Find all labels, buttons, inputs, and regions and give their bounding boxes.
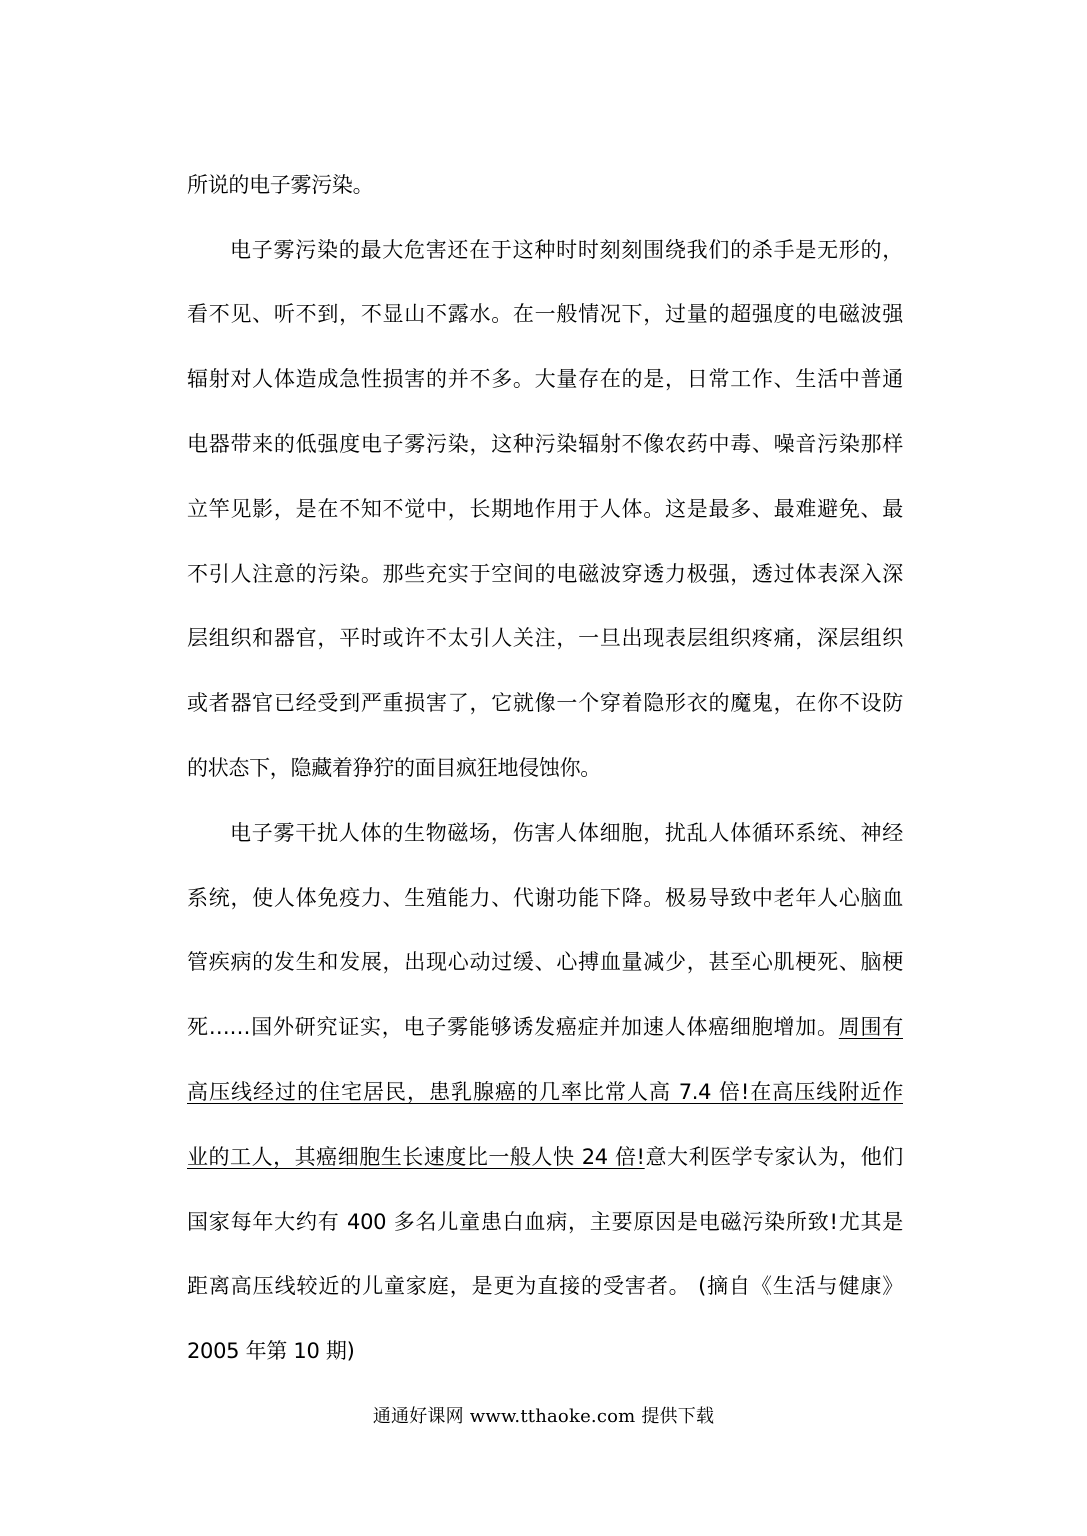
text-line-12: 系统，使人体免疫力、生殖能力、代谢功能下降。极易导致中老年人心脑血 [187, 886, 903, 910]
text-line-15 [187, 1077, 903, 1107]
text-line-10: 的状态下，隐藏着狰狞的面目疯狂地侵蚀你。 [187, 756, 601, 780]
text-line-8: 层组织和器官，平时或许不太引人关注，一旦出现表层组织疼痛，深层组织 [187, 626, 903, 650]
text-line-7: 不引人注意的污染。那些充实于空间的电磁波穿透力极强，透过体表深入深 [187, 562, 903, 586]
text-line-5: 电器带来的低强度电子雾污染，这种污染辐射不像农药中毒、噪音污染那样 [187, 432, 903, 456]
text-line-9: 或者器官已经受到严重损害了，它就像一个穿着隐形衣的魔鬼，在你不设防 [187, 691, 903, 715]
text-line-1: 所说的电子雾污染。 [187, 173, 374, 197]
text-line-3: 看不见、听不到，不显山不露水。在一般情况下，过量的超强度的电磁波强 [187, 302, 903, 326]
underlined-text: 高压线经过的住宅居民，患乳腺癌的几率比常人高 7.4 倍!在高压线附近作 [187, 1080, 903, 1104]
text-line-13: 管疾病的发生和发展，出现心动过缓、心搏血量减少，甚至心肌梗死、脑梗 [187, 950, 903, 974]
text-line-17: 国家每年大约有 400 多名儿童患白血病，主要原因是电磁污染所致!尤其是 [187, 1210, 903, 1234]
page-footer: 通通好课网 www.tthaoke.com 提供下载 [372, 1406, 715, 1427]
text-line-11: 电子雾干扰人体的生物磁场，伤害人体细胞，扰乱人体循环系统、神经 [230, 821, 903, 845]
text-line-4: 辐射对人体造成急性损害的并不多。大量存在的是，日常工作、生活中普通 [187, 367, 903, 391]
text-line-16 [187, 1142, 903, 1172]
text-segment: 意大利医学专家认为，他们 [644, 1145, 903, 1169]
text-line-6: 立竿见影，是在不知不觉中，长期地作用于人体。这是最多、最难避免、最 [187, 497, 903, 521]
underlined-text: 周围有 [838, 1015, 903, 1039]
text-line-2: 电子雾污染的最大危害还在于这种时时刻刻围绕我们的杀手是无形的， [230, 238, 903, 262]
underlined-text: 业的工人，其癌细胞生长速度比一般人快 24 倍! [187, 1145, 645, 1169]
text-line-19: 2005 年第 10 期) [187, 1339, 355, 1363]
text-line-14 [187, 1012, 903, 1042]
text-line-18: 距离高压线较近的儿童家庭，是更为直接的受害者。 (摘自《生活与健康》 [187, 1274, 903, 1298]
text-segment: 死……国外研究证实，电子雾能够诱发癌症并加速人体癌细胞增加。 [187, 1015, 839, 1039]
